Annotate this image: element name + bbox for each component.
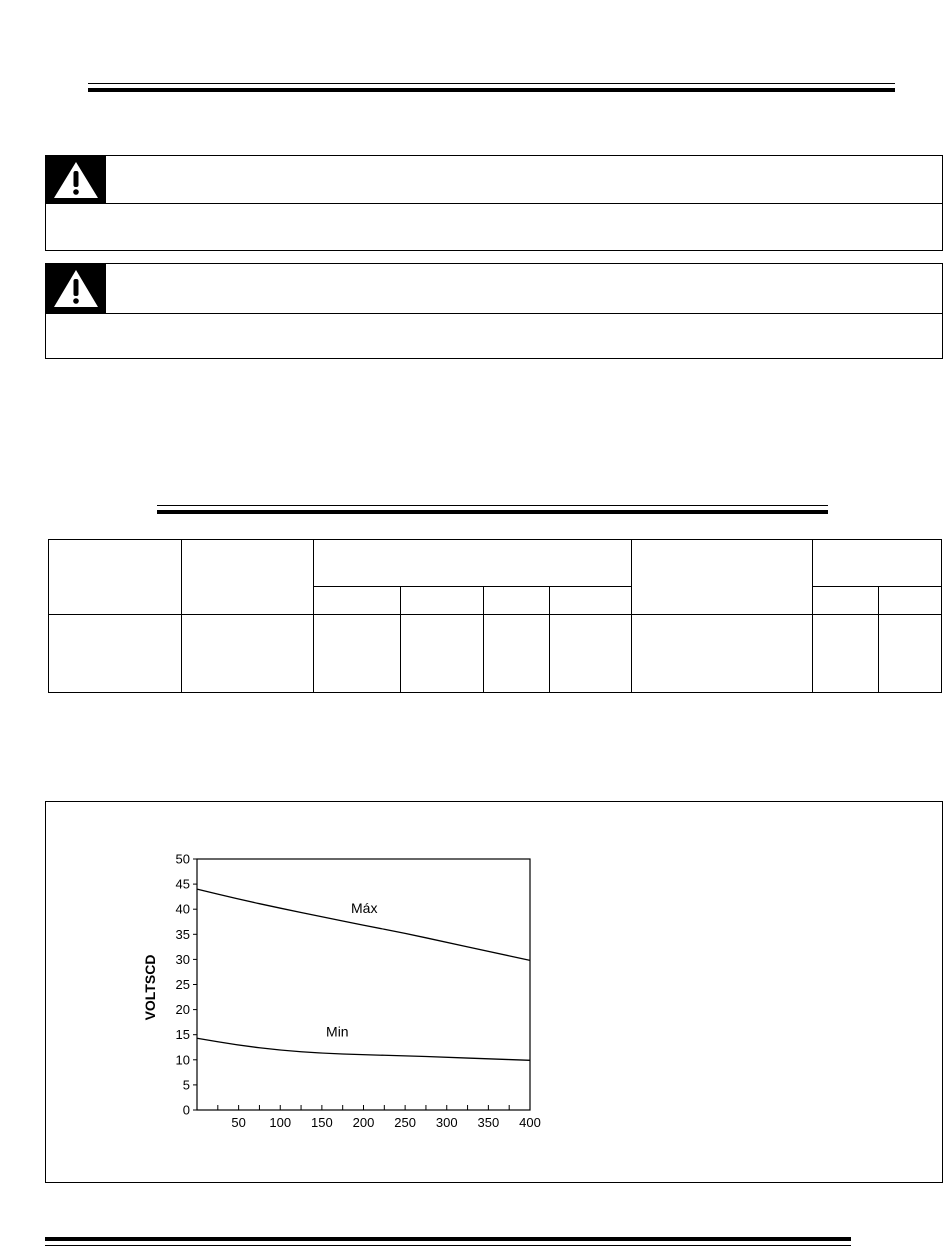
table-subheader-cell (314, 587, 401, 615)
table-header-cell (813, 540, 942, 587)
table-subheader-cell (401, 587, 484, 615)
y-tick-label: 10 (175, 1052, 190, 1068)
x-tick-label: 350 (477, 1115, 500, 1130)
spec-table (48, 539, 942, 693)
series-label-1: Máx (351, 900, 378, 917)
table-header-cell (632, 540, 813, 615)
warning-triangle-icon (46, 156, 106, 203)
table-cell (550, 615, 632, 693)
table-cell (401, 615, 484, 693)
y-tick-label: 50 (175, 851, 190, 867)
top-rule-thin (88, 83, 895, 84)
y-tick-label: 35 (175, 926, 190, 942)
warning-header-2 (46, 264, 942, 314)
y-axis-label: VOLTSCD (142, 954, 158, 1021)
table-cell (632, 615, 813, 693)
table-cell (813, 615, 879, 693)
voltage-chart (46, 802, 941, 1181)
table-cell (314, 615, 401, 693)
warning-box-2 (45, 263, 943, 359)
x-tick-label: 200 (352, 1115, 375, 1130)
x-tick-label: 300 (435, 1115, 458, 1130)
bottom-rule-thick (45, 1237, 851, 1241)
plot-frame (197, 859, 530, 1110)
top-rule-thick (88, 88, 895, 92)
x-tick-label: 400 (519, 1115, 541, 1130)
table-rule-thin (157, 505, 828, 506)
y-tick-label: 30 (175, 951, 190, 967)
table-header-cell (182, 540, 314, 615)
x-tick-label: 250 (394, 1115, 416, 1130)
y-tick-label: 15 (175, 1027, 190, 1043)
y-tick-label: 45 (175, 876, 190, 892)
y-tick-label: 25 (175, 977, 190, 992)
x-tick-label: 100 (269, 1115, 292, 1130)
y-tick-label: 40 (175, 901, 190, 917)
table-row (49, 615, 942, 693)
x-tick-label: 50 (231, 1115, 246, 1130)
y-tick-label: 5 (182, 1077, 190, 1093)
y-tick-label: 20 (175, 1002, 190, 1018)
series-line-2 (197, 1038, 530, 1060)
y-tick-label: 0 (182, 1102, 190, 1118)
table-rule-thick (157, 510, 828, 514)
table-cell (49, 615, 182, 693)
table-header-cell (49, 540, 182, 615)
graph-box (45, 801, 943, 1183)
table-cell (182, 615, 314, 693)
warning-header-1 (46, 156, 942, 204)
table-header-cell (314, 540, 632, 587)
warning-box-1 (45, 155, 943, 251)
table-subheader-cell (550, 587, 632, 615)
warning-triangle-icon (46, 264, 106, 313)
table-subheader-cell (484, 587, 550, 615)
table-cell (879, 615, 942, 693)
bottom-rule-thin (45, 1245, 851, 1246)
series-label-2: Min (326, 1023, 349, 1040)
table-subheader-cell (879, 587, 942, 615)
table-header-row-1 (49, 540, 942, 587)
x-tick-label: 150 (311, 1115, 333, 1130)
table-subheader-cell (813, 587, 879, 615)
table-cell (484, 615, 550, 693)
